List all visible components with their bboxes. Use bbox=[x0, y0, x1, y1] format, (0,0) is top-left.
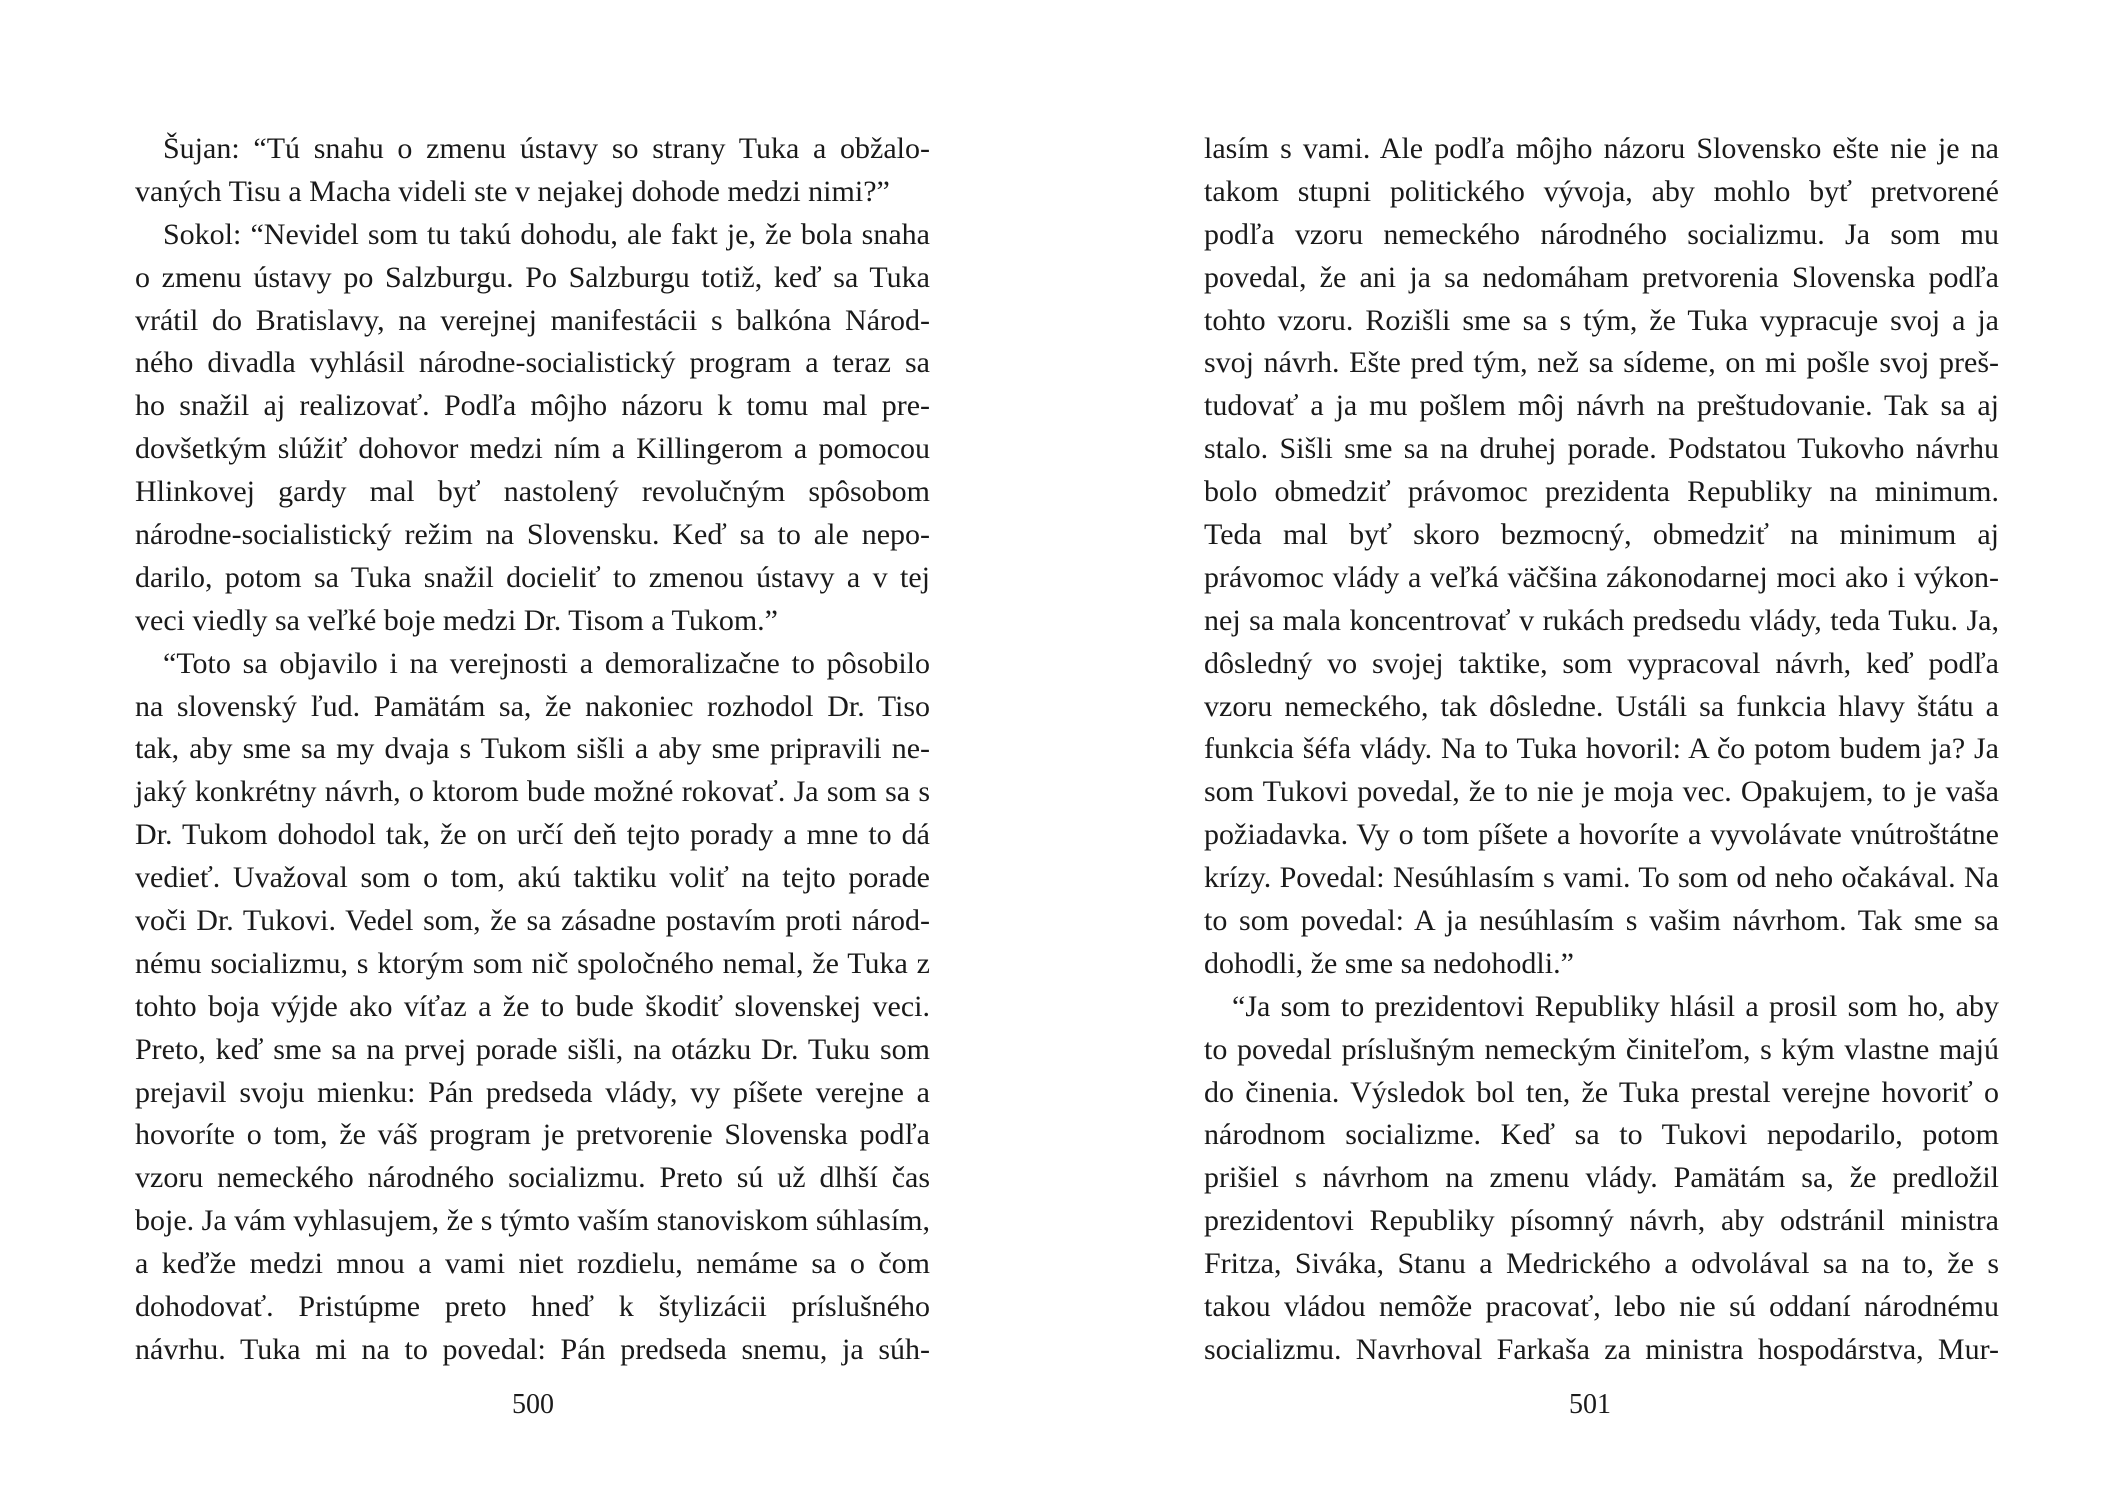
text-line: vaných Tisu a Macha videli ste v nejakej dohode medzi nimi?” bbox=[135, 174, 890, 208]
text-line: právomoc vlády a veľká väčšina zákonodarnej moci ako i výkon- bbox=[1204, 560, 1999, 594]
text-line: národne-socialistický režim na Slovensku. Keď sa to ale nepo- bbox=[135, 518, 930, 552]
text-line: na slovenský ľud. Pamätám sa, že nakoniec rozhodol Dr. Tiso bbox=[135, 689, 930, 723]
text-line: funkcia šéfa vlády. Na to Tuka hovoril: A čo potom budem ja? Ja bbox=[1204, 732, 1999, 766]
text-line: dohodli, že sme sa nedohodli.” bbox=[1204, 946, 1574, 980]
right-page-number: 501 bbox=[1569, 1389, 1611, 1420]
text-line: voči Dr. Tukovi. Vedel som, že sa zásadne postavím proti národ- bbox=[135, 904, 930, 938]
text-line: tak, aby sme sa my dvaja s Tukom sišli a aby sme pripravili ne- bbox=[135, 732, 930, 766]
text-line: Teda mal byť skoro bezmocný, obmedziť na minimum aj bbox=[1204, 518, 1999, 552]
text-line: bolo obmedziť právomoc prezidenta Republiky na minimum. bbox=[1204, 475, 1999, 509]
text-line: takou vládou nemôže pracovať, lebo nie sú oddaní národnému bbox=[1204, 1290, 1999, 1324]
text-line: a keďže medzi mnou a vami niet rozdielu, nemáme sa o čom bbox=[135, 1247, 930, 1281]
left-page-text bbox=[135, 128, 930, 1372]
text-line: vzoru nemeckého národného socializmu. Preto sú už dlhší čas bbox=[135, 1161, 930, 1195]
text-line: svoj návrh. Ešte pred tým, než sa sídeme, on mi pošle svoj preš- bbox=[1204, 346, 1999, 380]
text-line: dôsledný vo svojej taktike, som vypracoval návrh, keď podľa bbox=[1204, 646, 1999, 680]
text-line: stalo. Sišli sme sa na druhej porade. Podstatou Tukovho návrhu bbox=[1204, 432, 1999, 466]
text-line: Hlinkovej gardy mal byť nastolený revolučným spôsobom bbox=[135, 475, 930, 509]
text-line: to povedal príslušným nemeckým činiteľom, s kým vlastne majú bbox=[1204, 1032, 1999, 1066]
text-line: o zmenu ústavy po Salzburgu. Po Salzburgu totiž, keď sa Tuka bbox=[135, 260, 930, 294]
text-line: boje. Ja vám vyhlasujem, že s týmto vaším stanoviskom súhlasím, bbox=[135, 1204, 930, 1238]
text-line: Dr. Tukom dohodol tak, že on určí deň tejto porady a mne to dá bbox=[135, 818, 930, 852]
text-line: do činenia. Výsledok bol ten, že Tuka prestal verejne hovoriť o bbox=[1204, 1075, 1999, 1109]
text-line: tudovať a ja mu pošlem môj návrh na preštudovanie. Tak sa aj bbox=[1204, 389, 1999, 423]
text-line: dovšetkým slúžiť dohovor medzi ním a Killingerom a pomocou bbox=[135, 432, 930, 466]
text-line: návrhu. Tuka mi na to povedal: Pán predseda snemu, ja súh- bbox=[135, 1332, 930, 1366]
text-line: darilo, potom sa Tuka snažil docieliť to zmenou ústavy a v tej bbox=[135, 560, 930, 594]
text-line: ho snažil aj realizovať. Podľa môjho názoru k tomu mal pre- bbox=[135, 389, 930, 423]
left-page-number: 500 bbox=[512, 1389, 554, 1420]
text-line: povedal, že ani ja sa nedomáham pretvorenia Slovenska podľa bbox=[1204, 260, 1999, 294]
text-line: národnom socializme. Keď sa to Tukovi nepodarilo, potom bbox=[1204, 1118, 1999, 1152]
text-line: jaký konkrétny návrh, o ktorom bude možné rokovať. Ja som sa s bbox=[135, 775, 930, 809]
text-line: krízy. Povedal: Nesúhlasím s vami. To som od neho očakával. Na bbox=[1204, 861, 1999, 895]
text-line: veci viedly sa veľké boje medzi Dr. Tisom a Tukom.” bbox=[135, 603, 778, 637]
text-line: dohodovať. Pristúpme preto hneď k štylizácii príslušného bbox=[135, 1290, 930, 1324]
text-line: tohto boja výjde ako víťaz a že to bude škodiť slovenskej veci. bbox=[135, 989, 930, 1023]
text-line: podľa vzoru nemeckého národného socializmu. Ja som mu bbox=[1204, 217, 1999, 251]
text-line: prišiel s návrhom na zmenu vlády. Pamätám sa, že predložil bbox=[1204, 1161, 1999, 1195]
text-line: prejavil svoju mienku: Pán predseda vlády, vy píšete verejne a bbox=[135, 1075, 930, 1109]
text-line: hovoríte o tom, že váš program je pretvorenie Slovenska podľa bbox=[135, 1118, 930, 1152]
text-line: vrátil do Bratislavy, na verejnej manifestácii s balkóna Národ- bbox=[135, 303, 930, 337]
text-line: Sokol: “Nevidel som tu takú dohodu, ale fakt je, že bola snaha bbox=[163, 217, 930, 251]
text-line: nému socializmu, s ktorým som nič spoločného nemal, že Tuka z bbox=[135, 946, 930, 980]
text-line: ného divadla vyhlásil národne-socialistický program a teraz sa bbox=[135, 346, 930, 380]
text-line: lasím s vami. Ale podľa môjho názoru Slovensko ešte nie je na bbox=[1204, 132, 1999, 165]
text-line: “Ja som to prezidentovi Republiky hlásil a prosil som ho, aby bbox=[1232, 989, 1999, 1023]
text-line: takom stupni politického vývoja, aby mohlo byť pretvorené bbox=[1204, 174, 1999, 208]
text-line: požiadavka. Vy o tom píšete a hovoríte a vyvolávate vnútroštátne bbox=[1204, 818, 1999, 852]
text-line: vzoru nemeckého, tak dôsledne. Ustáli sa funkcia hlavy štátu a bbox=[1204, 689, 1999, 723]
text-line: nej sa mala koncentrovať v rukách predsedu vlády, teda Tuku. Ja, bbox=[1204, 603, 1999, 637]
text-line: Fritza, Siváka, Stanu a Medrického a odvolával sa na to, že s bbox=[1204, 1247, 1999, 1281]
right-page bbox=[1059, 0, 2118, 1500]
text-line: som Tukovi povedal, že to nie je moja vec. Opakujem, to je vaša bbox=[1204, 775, 1999, 809]
text-line: vedieť. Uvažoval som o tom, akú taktiku voliť na tejto porade bbox=[135, 861, 930, 895]
text-line: Preto, keď sme sa na prvej porade sišli, na otázku Dr. Tuku som bbox=[135, 1032, 930, 1066]
text-line: Šujan: “Tú snahu o zmenu ústavy so strany Tuka a obžalo- bbox=[163, 132, 930, 165]
text-line: prezidentovi Republiky písomný návrh, aby odstránil ministra bbox=[1204, 1204, 1999, 1238]
text-line: socializmu. Navrhoval Farkaša za ministra hospodárstva, Mur- bbox=[1204, 1332, 1999, 1366]
right-page-text bbox=[1204, 128, 1999, 1372]
text-line: tohto vzoru. Rozišli sme sa s tým, že Tuka vypracuje svoj a ja bbox=[1204, 303, 1999, 337]
text-line: “Toto sa objavilo i na verejnosti a demoralizačne to pôsobilo bbox=[163, 646, 930, 680]
text-line: to som povedal: A ja nesúhlasím s vašim návrhom. Tak sme sa bbox=[1204, 904, 1999, 938]
